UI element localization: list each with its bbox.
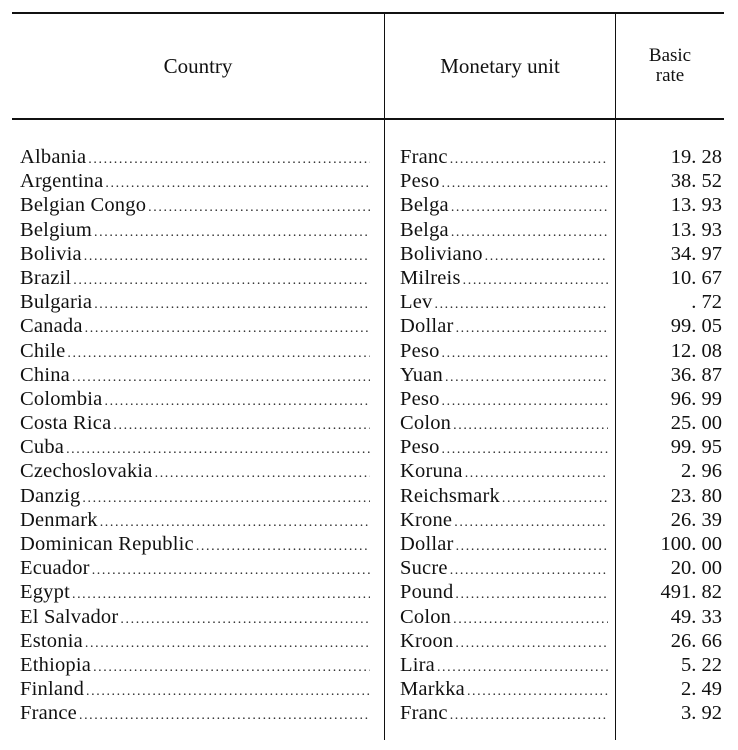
cell-basic-rate: 100. 00 xyxy=(660,533,722,555)
cell-country xyxy=(20,532,370,556)
cell-monetary-unit-leader xyxy=(400,532,608,556)
cell-country xyxy=(20,701,370,725)
dot-leader xyxy=(442,390,608,411)
table-row xyxy=(0,508,738,532)
dot-leader xyxy=(450,559,608,580)
cell-country-leader xyxy=(20,169,370,193)
cell-country-leader xyxy=(20,605,370,629)
cell-country xyxy=(20,459,370,483)
cell-country-text: Czechoslovakia xyxy=(20,460,153,483)
cell-country xyxy=(20,484,370,508)
cell-monetary-unit-text: Reichsmark xyxy=(400,484,500,507)
dot-leader xyxy=(72,366,370,387)
cell-monetary-unit-leader xyxy=(400,580,608,604)
cell-monetary-unit-leader xyxy=(400,484,608,508)
dot-leader xyxy=(148,196,370,217)
cell-monetary-unit-leader xyxy=(400,145,608,169)
cell-country-leader xyxy=(20,484,370,508)
dot-leader xyxy=(454,511,608,532)
cell-country-text: Ethiopia xyxy=(20,653,92,676)
cell-country-text: Bolivia xyxy=(20,242,82,265)
dot-leader xyxy=(196,535,370,556)
cell-monetary-unit-leader xyxy=(400,629,608,653)
cell-monetary-unit-leader xyxy=(400,169,608,193)
cell-basic-rate: 13. 93 xyxy=(670,194,722,217)
table-row xyxy=(0,532,738,556)
dot-leader xyxy=(92,559,370,580)
cell-country-leader xyxy=(20,363,370,387)
table-row xyxy=(0,435,738,459)
table-row xyxy=(0,411,738,435)
cell-monetary-unit xyxy=(400,605,608,629)
cell-basic-rate: 13. 93 xyxy=(670,218,722,241)
table-row xyxy=(0,218,738,242)
dot-leader xyxy=(120,608,370,629)
cell-country-text: Danzig xyxy=(20,484,81,507)
cell-country xyxy=(20,169,370,193)
cell-monetary-unit xyxy=(400,266,608,290)
cell-country xyxy=(20,556,370,580)
cell-monetary-unit xyxy=(400,339,608,363)
cell-basic-rate: 20. 00 xyxy=(670,557,722,580)
cell-monetary-unit-text: Peso xyxy=(400,387,440,410)
cell-country-text: China xyxy=(20,363,70,386)
cell-country xyxy=(20,411,370,435)
cell-country-leader xyxy=(20,653,370,677)
cell-monetary-unit-text: Kroon xyxy=(400,629,454,652)
cell-country-text: Albania xyxy=(20,146,87,168)
dot-leader xyxy=(94,293,370,314)
header-basic-rate-line2: rate xyxy=(655,65,685,86)
cell-country-text: El Salvador xyxy=(20,605,119,628)
cell-basic-rate: 3. 92 xyxy=(681,702,722,725)
dot-leader xyxy=(104,390,370,411)
dot-leader xyxy=(502,487,608,508)
cell-monetary-unit-text: Milreis xyxy=(400,266,461,289)
cell-monetary-unit-text: Lev xyxy=(400,291,433,314)
cell-monetary-unit-leader xyxy=(400,459,608,483)
cell-country-leader xyxy=(20,411,370,435)
dot-leader xyxy=(453,608,608,629)
table-row xyxy=(0,193,738,217)
cell-country-leader xyxy=(20,218,370,242)
cell-country-text: Colombia xyxy=(20,387,103,410)
cell-monetary-unit xyxy=(400,508,608,532)
cell-country-text: Denmark xyxy=(20,508,98,531)
cell-basic-rate: . 72 xyxy=(691,291,722,314)
dot-leader xyxy=(82,487,370,508)
table-row xyxy=(0,339,738,363)
cell-monetary-unit xyxy=(400,653,608,677)
cell-monetary-unit-text: Franc xyxy=(400,702,448,725)
cell-basic-rate: 2. 49 xyxy=(681,678,722,701)
cell-monetary-unit xyxy=(400,145,608,169)
cell-country-leader xyxy=(20,435,370,459)
dot-leader xyxy=(467,680,608,701)
table-row xyxy=(0,653,738,677)
cell-country xyxy=(20,677,370,701)
cell-monetary-unit xyxy=(400,218,608,242)
dot-leader xyxy=(455,632,608,653)
cell-monetary-unit xyxy=(400,677,608,701)
cell-monetary-unit-text: Belga xyxy=(400,218,449,241)
cell-country xyxy=(20,145,370,169)
cell-country xyxy=(20,387,370,411)
table-row xyxy=(0,629,738,653)
dot-leader xyxy=(79,704,370,725)
cell-monetary-unit-text: Peso xyxy=(400,170,440,193)
cell-monetary-unit xyxy=(400,484,608,508)
dot-leader xyxy=(445,366,608,387)
cell-monetary-unit-leader xyxy=(400,193,608,217)
cell-country xyxy=(20,193,370,217)
dot-leader xyxy=(94,221,370,242)
cell-basic-rate: 26. 66 xyxy=(670,629,722,652)
dot-leader xyxy=(485,245,608,266)
cell-country-leader xyxy=(20,459,370,483)
cell-monetary-unit xyxy=(400,314,608,338)
cell-monetary-unit-leader xyxy=(400,363,608,387)
cell-basic-rate: 23. 80 xyxy=(670,484,722,507)
dot-leader xyxy=(456,317,608,338)
table-row xyxy=(0,484,738,508)
cell-monetary-unit-leader xyxy=(400,435,608,459)
header-country-label: Country xyxy=(163,54,233,78)
cell-country-leader xyxy=(20,677,370,701)
cell-country-leader xyxy=(20,290,370,314)
cell-monetary-unit-text: Dollar xyxy=(400,533,454,555)
cell-country-leader xyxy=(20,193,370,217)
dot-leader xyxy=(66,438,370,459)
dot-leader xyxy=(84,245,370,266)
cell-country-leader xyxy=(20,556,370,580)
cell-country xyxy=(20,629,370,653)
cell-monetary-unit-text: Franc xyxy=(400,146,448,168)
table-row xyxy=(0,290,738,314)
cell-monetary-unit-leader xyxy=(400,653,608,677)
dot-leader xyxy=(155,462,370,483)
table-header-rule xyxy=(12,118,724,120)
dot-leader xyxy=(434,293,608,314)
cell-country-leader xyxy=(20,387,370,411)
cell-monetary-unit-leader xyxy=(400,290,608,314)
cell-monetary-unit-leader xyxy=(400,218,608,242)
table-row xyxy=(0,363,738,387)
cell-basic-rate: 96. 99 xyxy=(670,387,722,410)
cell-country xyxy=(20,605,370,629)
cell-country-text: Ecuador xyxy=(20,557,90,580)
cell-monetary-unit-leader xyxy=(400,242,608,266)
table-row xyxy=(0,677,738,701)
cell-monetary-unit-text: Sucre xyxy=(400,557,448,580)
cell-country xyxy=(20,266,370,290)
header-monetary-unit xyxy=(385,14,615,118)
table-row xyxy=(0,145,738,169)
cell-basic-rate: 10. 67 xyxy=(670,266,722,289)
cell-monetary-unit xyxy=(400,580,608,604)
dot-leader xyxy=(73,269,370,290)
cell-country-leader xyxy=(20,580,370,604)
table-row xyxy=(0,266,738,290)
cell-monetary-unit-leader xyxy=(400,677,608,701)
cell-basic-rate: 26. 39 xyxy=(670,508,722,531)
cell-monetary-unit-text: Markka xyxy=(400,678,465,701)
header-monetary-unit-label: Monetary unit xyxy=(440,54,560,78)
cell-monetary-unit-text: Peso xyxy=(400,436,440,459)
cell-basic-rate: 491. 82 xyxy=(660,581,722,604)
cell-country-text: Dominican Republic xyxy=(20,533,194,555)
cell-country xyxy=(20,339,370,363)
cell-country xyxy=(20,242,370,266)
dot-leader xyxy=(450,704,608,725)
cell-monetary-unit-text: Colon xyxy=(400,412,452,435)
cell-monetary-unit-leader xyxy=(400,556,608,580)
cell-country-leader xyxy=(20,145,370,169)
table-row xyxy=(0,387,738,411)
cell-basic-rate: 99. 95 xyxy=(670,436,722,459)
cell-monetary-unit xyxy=(400,242,608,266)
dot-leader xyxy=(442,438,608,459)
header-basic-rate-line1: Basic xyxy=(648,45,692,66)
cell-country-text: Cuba xyxy=(20,436,65,459)
cell-country xyxy=(20,508,370,532)
table-row xyxy=(0,580,738,604)
cell-basic-rate: 2. 96 xyxy=(681,460,722,483)
cell-monetary-unit-text: Peso xyxy=(400,339,440,362)
cell-monetary-unit xyxy=(400,701,608,725)
cell-monetary-unit-text: Colon xyxy=(400,605,452,628)
header-basic-rate xyxy=(616,14,724,118)
cell-country-text: Canada xyxy=(20,315,83,338)
cell-country-text: Costa Rica xyxy=(20,412,112,435)
cell-country-text: Egypt xyxy=(20,581,70,604)
cell-monetary-unit xyxy=(400,290,608,314)
table-row xyxy=(0,556,738,580)
cell-basic-rate: 5. 22 xyxy=(681,653,722,676)
cell-monetary-unit xyxy=(400,532,608,556)
dot-leader xyxy=(93,656,370,677)
dot-leader xyxy=(463,269,608,290)
cell-country-leader xyxy=(20,629,370,653)
dot-leader xyxy=(442,172,608,193)
cell-country xyxy=(20,290,370,314)
dot-leader xyxy=(85,632,370,653)
cell-monetary-unit-leader xyxy=(400,387,608,411)
cell-country-text: Argentina xyxy=(20,170,104,193)
dot-leader xyxy=(67,342,370,363)
cell-country-text: Chile xyxy=(20,339,66,362)
cell-monetary-unit-leader xyxy=(400,605,608,629)
cell-country xyxy=(20,218,370,242)
cell-country-leader xyxy=(20,266,370,290)
cell-country xyxy=(20,580,370,604)
dot-leader xyxy=(86,680,370,701)
cell-basic-rate: 25. 00 xyxy=(670,412,722,435)
table-row xyxy=(0,314,738,338)
cell-monetary-unit-leader xyxy=(400,701,608,725)
cell-monetary-unit-text: Boliviano xyxy=(400,242,483,265)
cell-country-text: Bulgaria xyxy=(20,291,93,314)
cell-monetary-unit xyxy=(400,411,608,435)
cell-monetary-unit xyxy=(400,629,608,653)
cell-monetary-unit-text: Lira xyxy=(400,653,435,676)
dot-leader xyxy=(450,148,608,169)
dot-leader xyxy=(85,317,370,338)
cell-monetary-unit xyxy=(400,193,608,217)
table-row xyxy=(0,459,738,483)
cell-monetary-unit-leader xyxy=(400,314,608,338)
cell-country xyxy=(20,435,370,459)
cell-country-text: Estonia xyxy=(20,629,83,652)
table-body xyxy=(0,145,738,726)
dot-leader xyxy=(105,172,370,193)
dot-leader xyxy=(88,148,370,169)
cell-country xyxy=(20,363,370,387)
dot-leader xyxy=(456,535,608,556)
cell-basic-rate: 38. 52 xyxy=(670,170,722,193)
table-row xyxy=(0,605,738,629)
dot-leader xyxy=(442,342,608,363)
cell-country-text: France xyxy=(20,702,77,725)
cell-monetary-unit xyxy=(400,363,608,387)
table-row xyxy=(0,242,738,266)
cell-monetary-unit xyxy=(400,556,608,580)
cell-country-text: Belgian Congo xyxy=(20,194,147,217)
dot-leader xyxy=(453,414,608,435)
cell-basic-rate: 99. 05 xyxy=(670,315,722,338)
cell-monetary-unit-text: Belga xyxy=(400,194,449,217)
cell-country-leader xyxy=(20,701,370,725)
cell-monetary-unit-leader xyxy=(400,411,608,435)
cell-country-leader xyxy=(20,339,370,363)
dot-leader xyxy=(113,414,370,435)
cell-monetary-unit-text: Yuan xyxy=(400,363,443,386)
cell-country-leader xyxy=(20,242,370,266)
cell-monetary-unit-text: Koruna xyxy=(400,460,463,483)
cell-basic-rate: 19. 28 xyxy=(670,146,722,168)
cell-monetary-unit xyxy=(400,169,608,193)
cell-monetary-unit-leader xyxy=(400,339,608,363)
dot-leader xyxy=(72,583,370,604)
dot-leader xyxy=(451,196,608,217)
cell-monetary-unit-leader xyxy=(400,508,608,532)
cell-country-leader xyxy=(20,508,370,532)
dot-leader xyxy=(465,462,608,483)
cell-monetary-unit-leader xyxy=(400,266,608,290)
cell-country-leader xyxy=(20,314,370,338)
dot-leader xyxy=(437,656,608,677)
cell-country-text: Finland xyxy=(20,678,85,701)
table-row xyxy=(0,169,738,193)
header-country xyxy=(12,14,384,118)
cell-basic-rate: 36. 87 xyxy=(670,363,722,386)
dot-leader xyxy=(455,583,608,604)
cell-basic-rate: 12. 08 xyxy=(670,339,722,362)
cell-basic-rate: 49. 33 xyxy=(670,605,722,628)
cell-basic-rate: 34. 97 xyxy=(670,242,722,265)
cell-country xyxy=(20,653,370,677)
dot-leader xyxy=(451,221,608,242)
cell-monetary-unit xyxy=(400,435,608,459)
cell-country xyxy=(20,314,370,338)
cell-country-leader xyxy=(20,532,370,556)
cell-monetary-unit-text: Pound xyxy=(400,581,454,604)
cell-country-text: Belgium xyxy=(20,218,93,241)
table-row xyxy=(0,701,738,725)
cell-monetary-unit-text: Krone xyxy=(400,508,453,531)
cell-monetary-unit xyxy=(400,459,608,483)
cell-monetary-unit xyxy=(400,387,608,411)
cell-monetary-unit-text: Dollar xyxy=(400,315,454,338)
cell-country-text: Brazil xyxy=(20,266,72,289)
dot-leader xyxy=(100,511,370,532)
